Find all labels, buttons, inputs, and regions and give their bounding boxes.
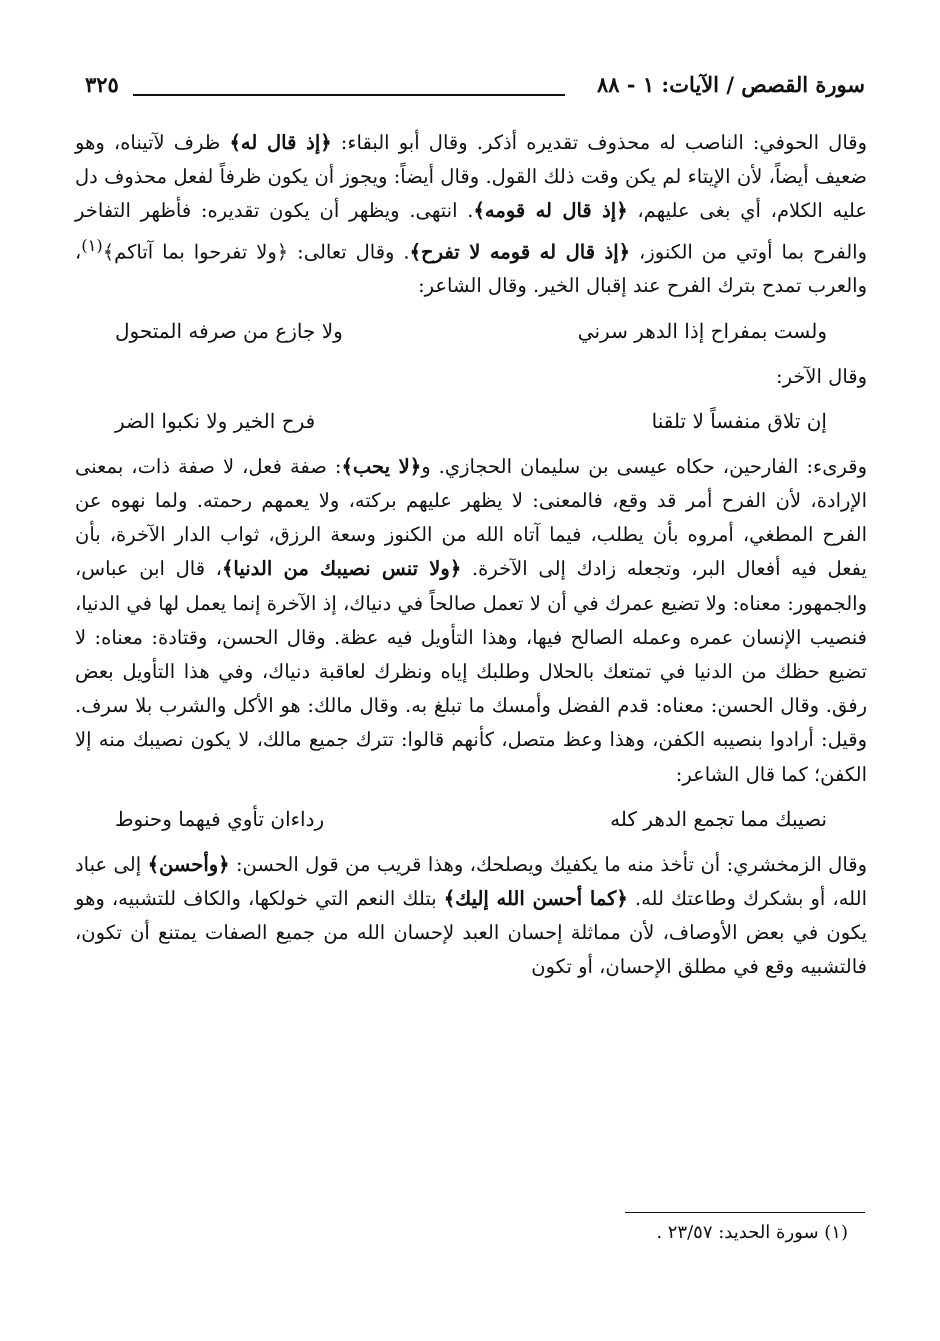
running-header: [85, 68, 865, 104]
footnote-rule: [625, 1212, 865, 1213]
verse-first-hemistich: إن تلاق منفساً لا تلقنا: [651, 408, 827, 433]
page-number: ٣٢٥: [85, 72, 119, 97]
paragraph: وقال الحوفي: الناصب له محذوف تقديره أذكر. وقال أبو البقاء: ﴿إذ قال له﴾ ظرف لآتيناه، وهو ضعيف أيضاً، لأن الإيتاء لم يكن وقت ذلك القول. وقال أيضاً: ويجوز أن يكون ظرفاً لفعل محذوف دل عليه الكلام، أي بغى عليهم، ﴿إذ قال له قومه﴾. انتهى. ويظهر أن يكون تقديره: فأظهر التفاخر والفرح بما أوتي من الكنوز، ﴿إذ قال له قومه لا تفرح﴾. وقال تعالى: ﴿ولا تفرحوا بما آتاكم﴾$^{(١)}$، والعرب تمدح بترك الفرح عند إقبال الخير. وقال الشاعر:: [75, 131, 868, 298]
paragraph: وقال الآخر:: [776, 364, 867, 388]
verse-second-hemistich: رداءان تأوي فيهما وحنوط: [115, 806, 325, 831]
surah-title: سورة القصص / الآيات: ١ - ٨٨: [596, 72, 865, 97]
verse-first-hemistich: نصيبك مما تجمع الدهر كله: [610, 806, 827, 831]
paragraph: وقال الزمخشري: أن تأخذ منه ما يكفيك ويصلحك، وهذا قريب من قول الحسن: ﴿وأحسن﴾ إلى عباد الله، أو بشكرك وطاعتك لله. ﴿كما أحسن الله إليك﴾ بتلك النعم التي خولكها، والكاف للتشبيه، وهو يكون في بعض الأوصاف، لأن مماثلة إحسان العبد لإحسان الله من جميع الصفات يمتنع أن تكون، فالتشبيه وقع في مطلق الإحسان، أو تكون: [75, 852, 868, 979]
verse-first-hemistich: ولست بمفراح إذا الدهر سرني: [577, 318, 827, 343]
main-text: [75, 126, 867, 985]
paragraph: وقرىء: الفارحين، حكاه عيسى بن سليمان الحجازي. و﴿لا يحب﴾: صفة فعل، لا صفة ذات، بمعنى الإرادة، لأن الفرح أمر قد وقع، فالمعنى: لا يظهر عليهم بركته، ولا يعمهم رحمته. ولما نهوه عن الفرح المطغي، أمروه بأن يطلب، فيما آتاه الله من الكنوز وسعة الرزق، ثواب الدار الآخرة، بأن يفعل فيه أفعال البر، وتجعله زادك إلى الآخرة. ﴿ولا تنس نصيبك من الدنيا﴾، قال ابن عباس، والجمهور: معناه: ولا تضيع عمرك في أن لا تعمل صالحاً في دنياك، إذ الآخرة إنما يعمل لها في الدنيا، فنصيب الإنسان عمره وعمله الصالح فيها، وهذا التأويل فيه عظة. وقال الحسن، وقتادة: معناه: لا تضيع حظك من الدنيا في تمتعك بالحلال وطلبك إياه ونظرك لعاقبة دنياك، وفي هذا التأويل بعض رفق. وقال الحسن: معناه: قدم الفضل وأمسك ما تبلغ به. وقال مالك: هو الأكل والشرب بلا سرف. وقيل: أرادوا بنصيبه الكفن، وهذا وعظ متصل، كأنهم قالوا: تترك جميع مالك، لا يكون نصيبك منه إلا الكفن؛ كما قال الشاعر:: [75, 454, 867, 786]
verse-second-hemistich: فرح الخير ولا نكبوا الضر: [115, 408, 316, 433]
header-rule: [133, 94, 565, 96]
poetry-verse: [75, 404, 867, 438]
verse-second-hemistich: ولا جازع من صرفه المتحول: [115, 318, 343, 343]
footnote: (١) سورة الحديد: ٢٣/٥٧ .: [656, 1222, 848, 1243]
poetry-verse: [75, 314, 867, 348]
poetry-verse: [75, 802, 867, 836]
